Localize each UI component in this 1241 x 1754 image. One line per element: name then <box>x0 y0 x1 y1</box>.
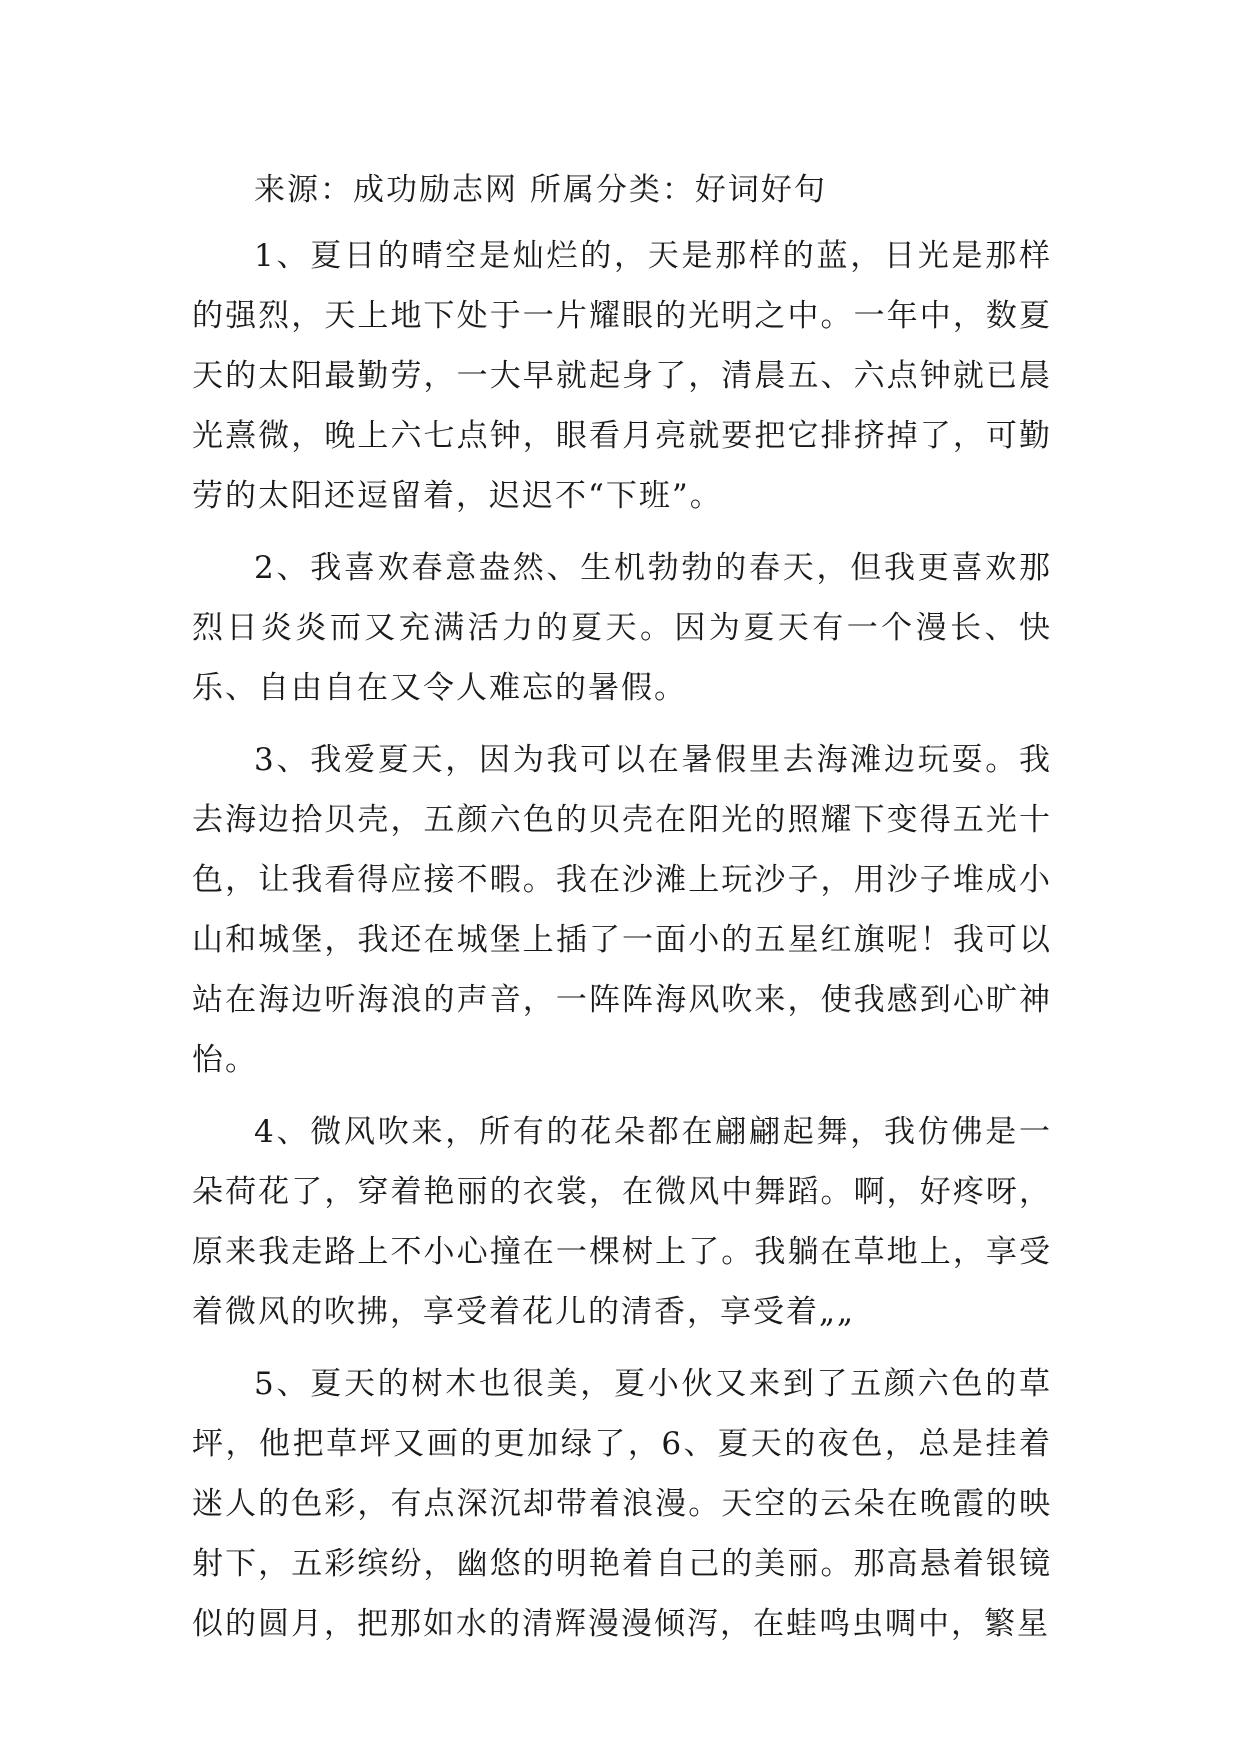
paragraph-3: 3、我爱夏天，因为我可以在暑假里去海滩边玩耍。我去海边拾贝壳，五颜六色的贝壳在阳光的照耀下变得五光十色，让我看得应接不暇。我在沙滩上玩沙子，用沙子堆成小山和城堡，我还在城堡上插了一面小的五星红旗呢！我可以站在海边听海浪的声音，一阵阵海风吹来，使我感到心旷神怡。 <box>192 742 1052 1078</box>
source-category-line: 来源：成功励志网 所属分类：好词好句 <box>254 172 827 208</box>
paragraph-5: 5、夏天的树木也很美，夏小伙又来到了五颜六色的草坪，他把草坪又画的更加绿了，6、夏天的夜色，总是挂着迷人的色彩，有点深沉却带着浪漫。天空的云朵在晚霞的映射下，五彩缤纷，幽悠的明艳着自己的美丽。那高悬着银镜似的圆月，把那如水的清辉漫漫倾泻，在蛙鸣虫啁中，繁星 <box>192 1366 1052 1642</box>
document-body <box>192 160 1052 1666</box>
paragraph-4: 4、微风吹来，所有的花朵都在翩翩起舞，我仿佛是一朵荷花了，穿着艳丽的衣裳，在微风中舞蹈。啊，好疼呀，原来我走路上不小心撞在一棵树上了。我躺在草地上，享受着微风的吹拂，享受着花儿的清香，享受着„„ <box>192 1114 1052 1330</box>
paragraph-2: 2、我喜欢春意盎然、生机勃勃的春天，但我更喜欢那烈日炎炎而又充满活力的夏天。因为夏天有一个漫长、快乐、自由自在又令人难忘的暑假。 <box>192 550 1052 706</box>
paragraph-1: 1、夏日的晴空是灿烂的，天是那样的蓝，日光是那样的强烈，天上地下处于一片耀眼的光明之中。一年中，数夏天的太阳最勤劳，一大早就起身了，清晨五、六点钟就已晨光熹微，晚上六七点钟，眼看月亮就要把它排挤掉了，可勤劳的太阳还逗留着，迟迟不“下班”。 <box>192 238 1052 514</box>
